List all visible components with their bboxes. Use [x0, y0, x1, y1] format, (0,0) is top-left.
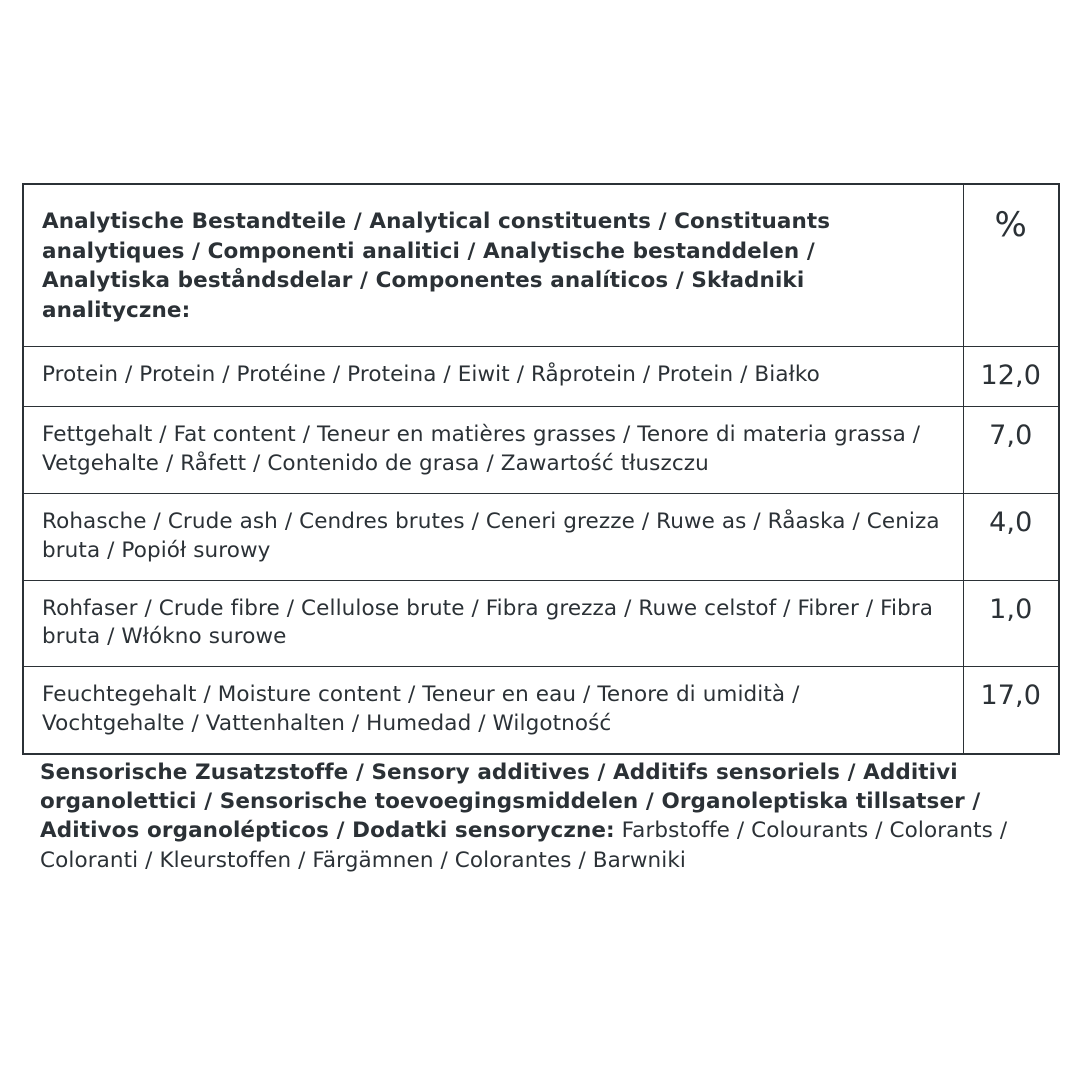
- row-label-crude-fibre: Rohfaser / Crude fibre / Cellulose brute / Fibra grezza / Ruwe celstof / Fibrer / Fibra bruta / Włókno surowe: [42, 595, 934, 650]
- row-value-moisture: 17,0: [963, 667, 1059, 754]
- table-header-row: [23, 184, 1059, 346]
- sensory-additives-heading: Sensorische Zusatzstoffe / Sensory additives / Additifs sensoriels / Additivi organolettici / Sensorische toevoegingsmiddelen / Organoleptiska tillsatser / Aditivos organolépticos / Dodatki sensoryczne:: [40, 760, 981, 844]
- row-label-protein: Protein / Protein / Protéine / Proteina / Eiwit / Råprotein / Protein / Białko: [42, 361, 820, 387]
- table-body: [23, 184, 1059, 754]
- table-row: [23, 667, 1059, 754]
- table-header-unit: %: [963, 184, 1059, 346]
- row-label-crude-ash: Rohasche / Crude ash / Cendres brutes / Ceneri grezze / Ruwe as / Råaska / Ceniza bruta / Popiół surowy: [42, 508, 940, 563]
- table-row: [23, 407, 1059, 494]
- row-value-crude-fibre: 1,0: [963, 580, 1059, 667]
- table-row: [23, 580, 1059, 667]
- table-row: [23, 346, 1059, 407]
- row-value-fat: 7,0: [963, 407, 1059, 494]
- sensory-additives-paragraph: [40, 758, 1060, 875]
- row-label-fat: Fettgehalt / Fat content / Teneur en matières grasses / Tenore di materia grassa / Vetgehalte / Råfett / Contenido de grasa / Zawartość tłuszczu: [42, 422, 921, 477]
- row-value-protein: 12,0: [963, 346, 1059, 407]
- row-label-moisture: Feuchtegehalt / Moisture content / Teneur en eau / Tenore di umidità / Vochtgehalte / Vattenhalten / Humedad / Wilgotność: [42, 682, 800, 736]
- row-value-crude-ash: 4,0: [963, 493, 1059, 580]
- analytical-constituents-table: [22, 183, 1060, 755]
- table-header-label: Analytische Bestandteile / Analytical constituents / Constituants analytiques / Componenti analitici / Analytische bestanddelen / Analytiska beståndsdelar / Componentes analíticos / Składniki analityczne:: [42, 209, 831, 323]
- sensory-additives-body: Farbstoffe / Colourants / Colorants / Coloranti / Kleurstoffen / Färgämnen / Colorantes / Barwniki: [40, 818, 1008, 873]
- table-row: [23, 493, 1059, 580]
